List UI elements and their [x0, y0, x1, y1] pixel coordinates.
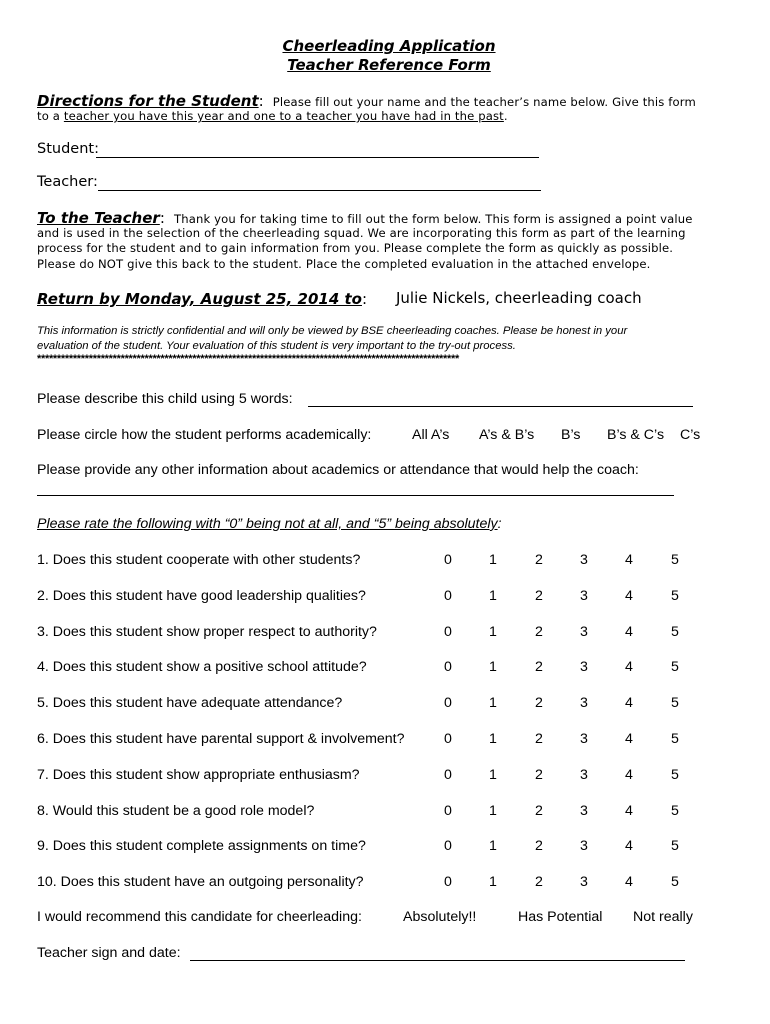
rating-option-5[interactable]: 5	[671, 552, 679, 568]
rating-question-text: 6. Does this student have parental support & involvement?	[37, 731, 405, 747]
to-teacher-colon: :	[159, 209, 165, 227]
rating-option-5[interactable]: 5	[671, 695, 679, 711]
student-name-line[interactable]	[96, 157, 539, 158]
rating-instructions-colon: :	[497, 516, 502, 532]
confidential-line2: evaluation of the student. Your evaluation of this student is very important to the try-out process.	[37, 340, 516, 352]
form-title-line1: Cheerleading Application	[282, 37, 496, 55]
rating-option-3[interactable]: 3	[580, 803, 588, 819]
to-teacher-text4: Please do NOT give this back to the student. Place the completed evaluation in the attached envelope.	[37, 257, 651, 271]
student-label: Student:	[37, 141, 99, 157]
recommend-prompt: I would recommend this candidate for cheerleading:	[37, 909, 362, 925]
rating-option-3[interactable]: 3	[580, 874, 588, 890]
rating-option-0[interactable]: 0	[444, 767, 452, 783]
rating-option-0[interactable]: 0	[444, 588, 452, 604]
rating-option-1[interactable]: 1	[489, 695, 497, 711]
rating-option-3[interactable]: 3	[580, 552, 588, 568]
academics-option-all-as[interactable]: All A’s	[412, 427, 450, 443]
rating-question-text: 9. Does this student complete assignments on time?	[37, 838, 366, 854]
rating-option-4[interactable]: 4	[625, 838, 633, 854]
rating-option-2[interactable]: 2	[535, 659, 543, 675]
confidential-line1: This information is strictly confidential and will only be viewed by BSE cheerleading coaches. Please be honest in your	[37, 325, 628, 337]
describe-prompt: Please describe this child using 5 words:	[37, 391, 293, 407]
rating-option-5[interactable]: 5	[671, 659, 679, 675]
rating-option-2[interactable]: 2	[535, 874, 543, 890]
rating-option-2[interactable]: 2	[535, 695, 543, 711]
rating-option-1[interactable]: 1	[489, 731, 497, 747]
rating-option-4[interactable]: 4	[625, 624, 633, 640]
academics-option-bs[interactable]: B’s	[561, 427, 581, 443]
rating-question-text: 5. Does this student have adequate attendance?	[37, 695, 343, 711]
to-teacher-text2: and is used in the selection of the cheerleading squad. We are incorporating this form as part of the learning	[37, 226, 686, 240]
rating-option-3[interactable]: 3	[580, 731, 588, 747]
rating-option-5[interactable]: 5	[671, 767, 679, 783]
rating-option-4[interactable]: 4	[625, 803, 633, 819]
return-by-heading: Return by Monday, August 25, 2014 to	[37, 290, 362, 308]
rating-option-1[interactable]: 1	[489, 767, 497, 783]
rating-instructions-text: Please rate the following with “0” being not at all, and “5” being absolutely	[37, 516, 498, 532]
academics-option-bs-cs[interactable]: B’s & C’s	[607, 427, 665, 443]
rating-question-text: 8. Would this student be a good role model?	[37, 803, 315, 819]
rating-option-3[interactable]: 3	[580, 624, 588, 640]
directions-line2	[37, 109, 508, 123]
rating-option-3[interactable]: 3	[580, 588, 588, 604]
stars-divider: **********************************************************************************************************	[37, 353, 459, 365]
to-teacher-line1	[37, 208, 693, 227]
rating-option-5[interactable]: 5	[671, 803, 679, 819]
rating-option-4[interactable]: 4	[625, 695, 633, 711]
rating-option-1[interactable]: 1	[489, 588, 497, 604]
sign-date-label: Teacher sign and date:	[37, 945, 181, 961]
rating-option-3[interactable]: 3	[580, 659, 588, 675]
rating-question-text: 2. Does this student have good leadership qualities?	[37, 588, 366, 604]
rating-question-text: 1. Does this student cooperate with other students?	[37, 552, 361, 568]
rating-option-5[interactable]: 5	[671, 624, 679, 640]
rating-option-1[interactable]: 1	[489, 874, 497, 890]
rating-option-2[interactable]: 2	[535, 731, 543, 747]
rating-option-0[interactable]: 0	[444, 803, 452, 819]
rating-option-1[interactable]: 1	[489, 838, 497, 854]
to-teacher-text3: process for the student and to gain information from you. Please complete the form as quickly as possible.	[37, 241, 674, 255]
rating-option-0[interactable]: 0	[444, 659, 452, 675]
directions-line1	[37, 91, 696, 110]
to-teacher-text1: Thank you for taking time to fill out the form below. This form is assigned a point value	[173, 212, 693, 226]
other-info-answer-line[interactable]	[37, 495, 674, 496]
directions-colon: :	[258, 92, 264, 110]
rating-option-4[interactable]: 4	[625, 588, 633, 604]
rating-option-4[interactable]: 4	[625, 767, 633, 783]
rating-option-2[interactable]: 2	[535, 552, 543, 568]
rating-question-text: 7. Does this student show appropriate enthusiasm?	[37, 767, 360, 783]
rating-option-0[interactable]: 0	[444, 624, 452, 640]
rating-option-2[interactable]: 2	[535, 767, 543, 783]
academics-option-as-bs[interactable]: A’s & B’s	[479, 427, 535, 443]
directions-text2c: .	[503, 109, 508, 123]
to-teacher-heading: To the Teacher	[37, 209, 160, 227]
rating-option-0[interactable]: 0	[444, 731, 452, 747]
rating-option-1[interactable]: 1	[489, 624, 497, 640]
form-title-line2: Teacher Reference Form	[287, 56, 491, 74]
return-by-line	[37, 289, 367, 308]
rating-option-2[interactable]: 2	[535, 803, 543, 819]
directions-text1: Please fill out your name and the teacher’s name below. Give this form	[272, 95, 696, 109]
other-info-prompt: Please provide any other information about academics or attendance that would help the coach:	[37, 462, 639, 478]
rating-option-2[interactable]: 2	[535, 588, 543, 604]
rating-option-4[interactable]: 4	[625, 659, 633, 675]
rating-option-1[interactable]: 1	[489, 803, 497, 819]
rating-question-text: 10. Does this student have an outgoing personality?	[37, 874, 364, 890]
rating-option-4[interactable]: 4	[625, 552, 633, 568]
rating-option-3[interactable]: 3	[580, 838, 588, 854]
directions-heading: Directions for the Student	[37, 92, 259, 110]
recommend-option-absolutely[interactable]: Absolutely!!	[403, 909, 477, 925]
academics-option-cs[interactable]: C’s	[680, 427, 701, 443]
recommend-option-has-potential[interactable]: Has Potential	[518, 909, 603, 925]
rating-option-5[interactable]: 5	[671, 838, 679, 854]
academics-prompt: Please circle how the student performs academically:	[37, 427, 372, 443]
directions-text2b: teacher you have this year and one to a teacher you have had in the past	[63, 109, 504, 123]
rating-question-text: 3. Does this student show proper respect to authority?	[37, 624, 377, 640]
rating-option-2[interactable]: 2	[535, 624, 543, 640]
rating-option-5[interactable]: 5	[671, 588, 679, 604]
coach-name: Julie Nickels, cheerleading coach	[396, 289, 642, 307]
rating-option-1[interactable]: 1	[489, 659, 497, 675]
rating-option-4[interactable]: 4	[625, 731, 633, 747]
rating-instructions	[37, 516, 502, 532]
teacher-label: Teacher:	[37, 174, 98, 190]
rating-option-4[interactable]: 4	[625, 874, 633, 890]
rating-option-1[interactable]: 1	[489, 552, 497, 568]
rating-question-text: 4. Does this student show a positive school attitude?	[37, 659, 367, 675]
rating-option-0[interactable]: 0	[444, 838, 452, 854]
return-by-colon: :	[361, 290, 368, 308]
describe-answer-line[interactable]	[308, 406, 693, 407]
rating-option-3[interactable]: 3	[580, 695, 588, 711]
rating-option-3[interactable]: 3	[580, 767, 588, 783]
rating-option-0[interactable]: 0	[444, 552, 452, 568]
rating-option-2[interactable]: 2	[535, 838, 543, 854]
rating-option-0[interactable]: 0	[444, 874, 452, 890]
sign-date-line[interactable]	[190, 960, 685, 961]
teacher-name-line[interactable]	[98, 190, 541, 191]
rating-option-0[interactable]: 0	[444, 695, 452, 711]
rating-option-5[interactable]: 5	[671, 874, 679, 890]
directions-text2a: to a	[37, 109, 64, 123]
rating-option-5[interactable]: 5	[671, 731, 679, 747]
recommend-option-not-really[interactable]: Not really	[633, 909, 693, 925]
